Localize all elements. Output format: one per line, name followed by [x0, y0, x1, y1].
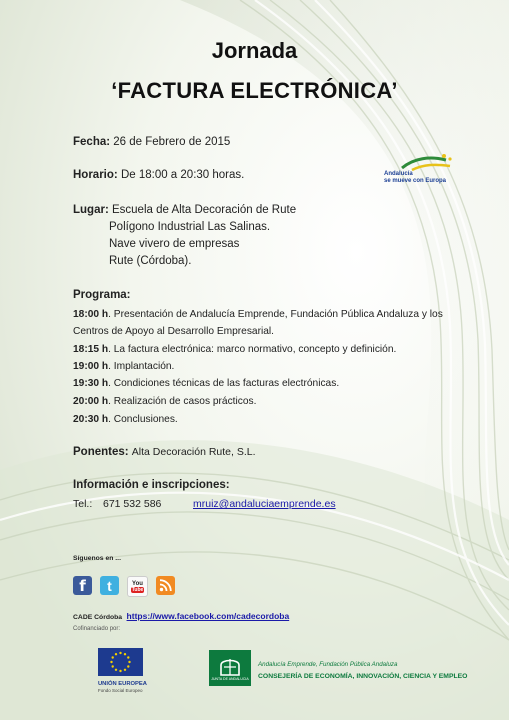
youtube-icon[interactable]: You Tube: [127, 576, 148, 597]
programa-item: 20:00 h. Realización de casos prácticos.: [73, 396, 257, 407]
event-title: ‘FACTURA ELECTRÓNICA’: [111, 78, 398, 103]
eu-line2: Fondo Social Europeo: [98, 688, 143, 693]
horario-row: [73, 169, 244, 181]
junta-emblem-icon: [218, 655, 242, 677]
lugar-line: Nave vivero de empresas: [109, 238, 240, 250]
eu-line1: UNIÓN EUROPEA: [98, 681, 147, 687]
andalucia-logo-text: Andalucía se mueve con Europa: [384, 171, 447, 184]
cofinanciado-label: Cofinanciado por:: [73, 626, 121, 632]
eu-logo: [98, 648, 148, 693]
programa-item: 19:30 h. Condiciones técnicas de las facturas electrónicas.: [73, 378, 340, 389]
ponentes-value: Alta Decoración Rute, S.L.: [131, 446, 256, 458]
andalucia-logo-mark-icon: [396, 152, 456, 172]
email-link[interactable]: mruiz@andaluciaemprende.es: [193, 498, 336, 510]
programa-item: 20:30 h. Conclusiones.: [73, 414, 178, 425]
ponentes-row: [73, 446, 256, 458]
ponentes-label: Ponentes:: [73, 446, 129, 458]
cade-facebook-link[interactable]: https://www.facebook.com/cadecordoba: [126, 611, 290, 621]
eu-flag-icon: [98, 648, 143, 676]
lugar-row: [73, 204, 296, 216]
junta-logo: [209, 650, 251, 686]
cade-label: CADE Córdoba: [73, 614, 123, 621]
rss-icon[interactable]: [156, 576, 175, 595]
lugar-line: Rute (Córdoba).: [109, 255, 192, 267]
facebook-icon[interactable]: f: [73, 576, 92, 595]
programa-item: 18:15 h. La factura electrónica: marco normativo, concepto y definición.: [73, 344, 397, 355]
ae-line1: Andalucía Emprende, Fundación Pública Andaluza: [258, 661, 398, 668]
rss-glyph-icon: [159, 579, 172, 592]
andalucia-europa-logo: [384, 152, 454, 188]
contact-label: Información e inscripciones:: [73, 479, 230, 491]
tel-label: Tel.:: [73, 498, 93, 510]
cade-row: [73, 606, 289, 624]
lugar-label: Lugar:: [73, 204, 109, 216]
fecha-value: 26 de Febrero de 2015: [113, 136, 231, 148]
programa-item: Centros de Apoyo al Desarrollo Empresarial.: [73, 326, 275, 337]
programa-item: 19:00 h. Implantación.: [73, 361, 175, 372]
lugar-line: Polígono Industrial Las Salinas.: [109, 221, 271, 233]
programa-item: 18:00 h. Presentación de Andalucía Emprende, Fundación Pública Andaluza y los: [73, 309, 443, 320]
lugar-line: Escuela de Alta Decoración de Rute: [111, 204, 297, 216]
fecha-label: Fecha:: [73, 136, 111, 148]
social-icons: [73, 576, 175, 597]
programa-label: Programa:: [73, 289, 131, 301]
event-type-title: Jornada: [211, 38, 298, 63]
junta-label: JUNTA DE ANDALUCIA: [211, 677, 249, 681]
ae-line2: CONSEJERÍA DE ECONOMÍA, INNOVACIÓN, CIENCIA Y EMPLEO: [258, 673, 468, 680]
tel-value: 671 532 586: [103, 498, 162, 510]
social-label: Síguenos en ...: [73, 555, 121, 562]
horario-label: Horario:: [73, 169, 118, 181]
twitter-icon[interactable]: t: [100, 576, 119, 595]
horario-value: De 18:00 a 20:30 horas.: [120, 169, 245, 181]
fecha-row: [73, 136, 230, 148]
